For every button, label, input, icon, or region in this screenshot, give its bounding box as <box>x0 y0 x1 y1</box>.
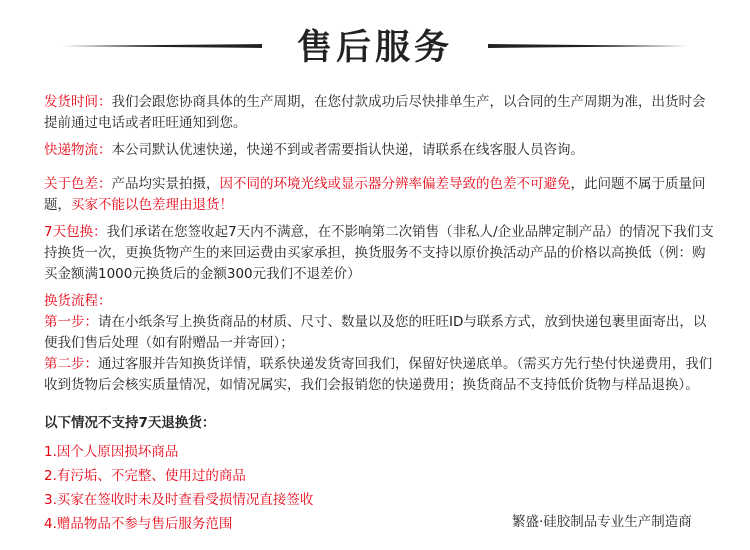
logistics-text: 本公司默认优速快递，快递不到或者需要指认快递，请联系在线客服人员咨询。 <box>111 142 584 158</box>
seven-day-section <box>44 222 714 285</box>
title-right-line <box>488 41 688 51</box>
conditions-title: 以下情况不支持7天退换货： <box>44 415 216 431</box>
step-2-label: 第二步： <box>44 356 98 372</box>
brand-tagline: 繁盛·硅胶制品专业生产制造商 <box>512 514 692 530</box>
exchange-step-2 <box>44 354 714 396</box>
exchange-process-section <box>44 291 714 396</box>
logistics-label: 快递物流： <box>44 142 112 158</box>
color-diff-highlight-1: 因不同的环境光线或显示器分辨率偏差导致的色差不可避免 <box>219 176 571 192</box>
shipping-time-section <box>44 92 714 134</box>
condition-item: 2.有污垢、不完整、使用过的商品 <box>44 468 246 484</box>
color-diff-text-2: ，此问题不属于质量问题， <box>44 176 706 213</box>
exchange-step-1 <box>44 312 714 354</box>
color-diff-section <box>44 174 714 216</box>
title-row <box>0 16 750 72</box>
condition-item: 1.因个人原因损坏商品 <box>44 444 179 460</box>
step-1-text: 请在小纸条写上换货商品的材质、尺寸、数量以及您的旺旺ID与联系方式，放到快递包裹里面寄出，以便我们售后处理（如有附赠品一并寄回）； <box>44 314 707 351</box>
exchange-process-label: 换货流程： <box>44 293 112 309</box>
color-diff-text-1: 产品均实景拍摄， <box>111 176 220 192</box>
shipping-time-label: 发货时间： <box>44 94 112 110</box>
seven-day-text: 我们承诺在您签收起7天内不满意，在不影响第二次销售（非私人/企业品牌定制产品）的情况下我们支持换货一次，更换货物产生的来回运费由买家承担，换货服务不支持以原价换活动产品的价格以高换低（例：购买金额满1000元换货后的金额300元我们不退差价） <box>44 224 714 282</box>
logistics-section <box>44 140 714 161</box>
page-title: 售后服务 <box>296 28 453 68</box>
color-diff-highlight-2: 买家不能以色差理由退货！ <box>71 197 233 213</box>
color-diff-label: 关于色差： <box>44 176 112 192</box>
step-2-text: 通过客服并告知换货详情，联系快递发货寄回我们，保留好快递底单。（需买方先行垫付快递费用，我们收到货物后会核实质量情况，如情况属实，我们会报销您的快递费用；换货商品不支持低价货物与样品退换）。 <box>44 356 713 393</box>
step-1-label: 第一步： <box>44 314 98 330</box>
condition-item: 4.赠品物品不参与售后服务范围 <box>44 516 233 532</box>
shipping-time-text: 我们会跟您协商具体的生产周期，在您付款成功后尽快排单生产，以合同的生产周期为准，出货时会提前通过电话或者旺旺通知到您。 <box>44 94 706 131</box>
seven-day-label: 7天包换： <box>44 224 107 240</box>
condition-item: 3.买家在签收时未及时查看受损情况直接签收 <box>44 492 314 508</box>
